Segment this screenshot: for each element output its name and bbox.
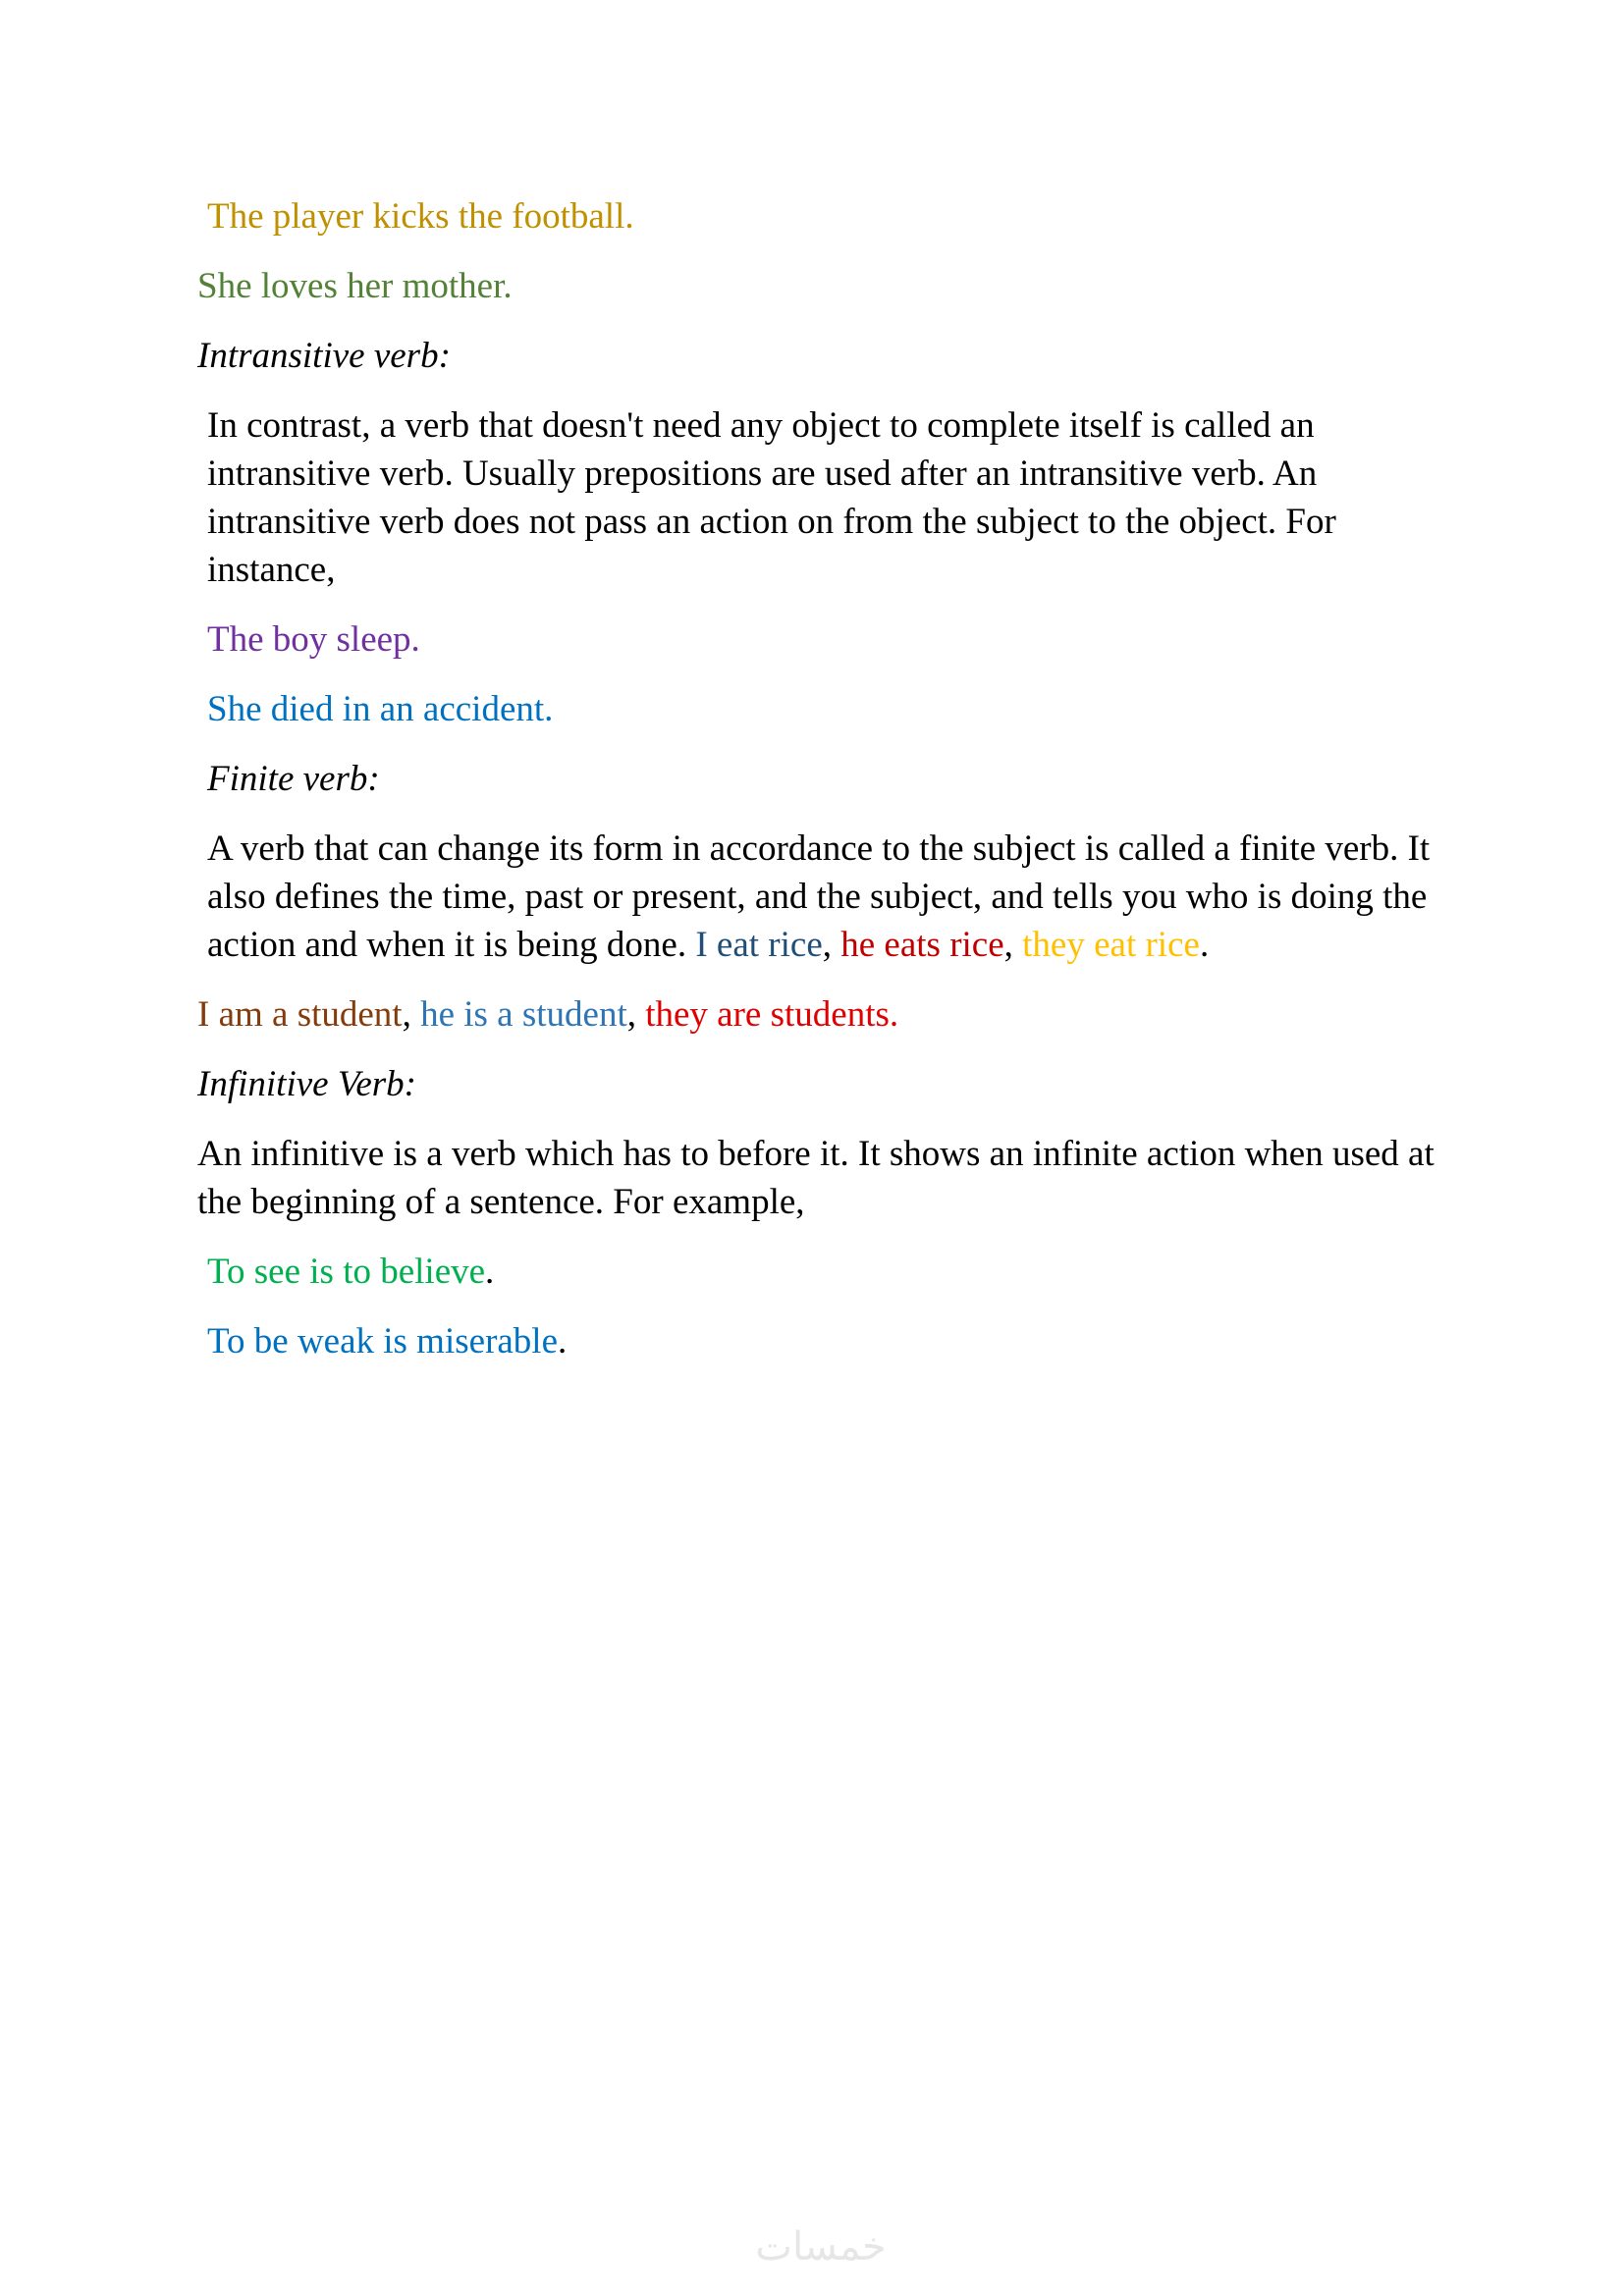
finite-example-line2-a: I am a student [197, 994, 403, 1035]
finite-body-period: . [677, 925, 687, 965]
finite-comma-2: , [1003, 925, 1023, 965]
example-infinitive-2-period: . [558, 1321, 568, 1362]
paragraph-infinitive: An infinitive is a verb which has to before it. It shows an infinite action when used at the beginning of a sentence. For example, [197, 1134, 1435, 1222]
example-infinitive-1-line [197, 1248, 1435, 1296]
paragraph-finite [197, 825, 1435, 969]
finite-comma-1: , [822, 925, 841, 965]
example-infinitive-2-line [197, 1317, 1435, 1365]
finite-period: . [1199, 925, 1210, 965]
finite-example-line2-b: he is a student [420, 994, 627, 1035]
example-infinitive-2: To be weak is miserable [207, 1321, 559, 1362]
finite-example-b: he eats rice [840, 925, 1004, 965]
example-infinitive-1-period: . [485, 1252, 495, 1292]
finite-example-c: they eat rice [1022, 925, 1200, 965]
finite-example-line2-c: they are students. [645, 994, 899, 1035]
finite-examples-line [197, 990, 1435, 1039]
example-transitive-2: She loves her mother. [197, 266, 513, 306]
example-intransitive-1: The boy sleep. [207, 619, 420, 660]
document-content [197, 192, 1435, 1387]
heading-infinitive: Infinitive Verb: [197, 1064, 416, 1104]
watermark-logo: خمسات [755, 2224, 887, 2269]
heading-finite: Finite verb: [207, 759, 380, 799]
heading-intransitive: Intransitive verb: [197, 336, 451, 376]
example-intransitive-2: She died in an accident. [207, 689, 554, 729]
example-transitive-1: The player kicks the football. [207, 196, 634, 237]
example-infinitive-1: To see is to believe [207, 1252, 486, 1292]
finite-body-text: A verb that can change its form in accordance to the subject is called a finite verb. It also defines the time, past or present, and the subject, and tells you who is doing the action and when it is being done [207, 828, 1431, 965]
finite-line2-comma-2: , [626, 994, 646, 1035]
paragraph-intransitive: In contrast, a verb that doesn't need any object to complete itself is called an intransitive verb. Usually prepositions are used after an intransitive verb. An intransitive verb does not pass an action on from the subject to the object. For instance, [207, 405, 1336, 590]
finite-line2-comma-1: , [402, 994, 421, 1035]
finite-example-a: I eat rice [686, 925, 823, 965]
